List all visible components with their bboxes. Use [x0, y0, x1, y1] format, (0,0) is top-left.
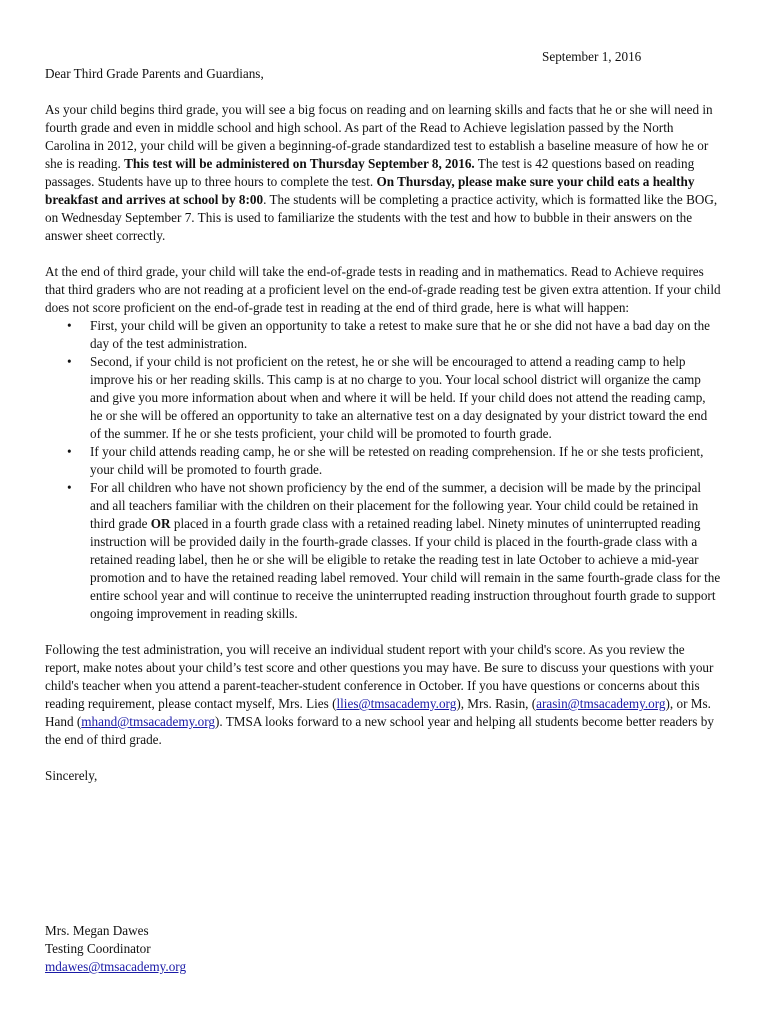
- requirements-list: [45, 317, 721, 623]
- list-item-text: First, your child will be given an opportunity to take a retest to make sure that he or she did not have a bad day on the day of the test administration.: [90, 318, 711, 351]
- followup-text-3: ), or Ms. Hand (: [45, 696, 711, 729]
- list-item-text-1: For all children who have not shown proficiency by the end of the summer, a decision will be made by the principal and all teachers familiar with the children on their placement for the following year. Your child could be retained in third grade: [90, 480, 702, 531]
- signature-name: Mrs. Megan Dawes: [45, 923, 149, 938]
- followup-text-1: Following the test administration, you will receive an individual student report with your child's score. As you review the report, make notes about your child’s test score and other questions you may have. Be sure to discuss your questions with your child's teacher when you attend a parent-teacher-student conference in October. If you have questions or concerns about this reading requirement, please contact myself, Mrs. Lies (: [45, 642, 714, 711]
- bullet-icon: •: [67, 444, 72, 459]
- email-link-rasin[interactable]: arasin@tmsacademy.org: [536, 696, 666, 711]
- paragraph-followup: [45, 641, 721, 749]
- intro-text-2: The test is 42 questions based on reading passages. Students have up to three hours to complete the test.: [45, 156, 695, 189]
- list-item: [67, 443, 721, 479]
- closing: Sincerely,: [45, 768, 98, 783]
- followup-text-2: ), Mrs. Rasin, (: [456, 696, 537, 711]
- list-item-text: If your child attends reading camp, he or she will be retested on reading comprehension. If he or she tests proficient, your child will be promoted to fourth grade.: [90, 444, 704, 477]
- or-bold: OR: [150, 516, 171, 531]
- paragraph-end-of-grade: At the end of third grade, your child will take the end-of-grade tests in reading and in mathematics. Read to Achieve requires that third graders who are not reading at a proficient level on the end-of-grade reading test be given extra attention. If your child does not score proficient on the end-of-grade test in reading at the end of third grade, here is what will happen:: [45, 264, 721, 315]
- signature-block: [45, 922, 186, 976]
- signature-email-link[interactable]: mdawes@tmsacademy.org: [45, 959, 187, 974]
- list-item: [67, 317, 721, 353]
- list-item: [67, 479, 721, 623]
- bullet-icon: •: [67, 354, 72, 369]
- followup-text-4: ). TMSA looks forward to a new school year and helping all students become better readers by the end of third grade.: [45, 714, 714, 747]
- signature-title: Testing Coordinator: [45, 941, 151, 956]
- email-link-lies[interactable]: llies@tmsacademy.org: [336, 696, 457, 711]
- intro-text-1: As your child begins third grade, you will see a big focus on reading and on learning skills and facts that he or she will need in fourth grade and even in middle school and high school. As part of the Read to Achieve legislation passed by the North Carolina in 2012, your child will be given a beginning-of-grade standardized test to establish a baseline measure of how he or she is reading.: [45, 102, 713, 171]
- list-item-text-2: placed in a fourth grade class with a retained reading label. Ninety minutes of uninterrupted reading instruction will be provided daily in the fourth-grade classes. If your child is placed in the fourth-grade class with a retained reading label, then he or she will be eligible to retake the reading test in late October to achieve a mid-year promotion and to have the retained reading label removed. Your child will remain in the same fourth-grade class for the entire school year and will continue to receive the uninterrupted reading instruction throughout fourth grade to support ongoing improvement in reading skills.: [90, 516, 721, 621]
- list-item: [67, 353, 721, 443]
- intro-text-3: . The students will be completing a practice activity, which is formatted like the BOG, on Wednesday September 7. This is used to familiarize the students with the test and how to bubble in their answers on the answer sheet correctly.: [45, 192, 718, 243]
- list-item-text: Second, if your child is not proficient on the retest, he or she will be encouraged to attend a reading camp to help improve his or her reading skills. This camp is at no charge to you. Your local school district will organize the camp and give you more information about when and where it will be held. If your child does not attend the reading camp, he or she will be offered an opportunity to take an alternative test on a day designated by your district toward the end of the summer. If he or she tests proficient, your child will be promoted to fourth grade.: [90, 354, 708, 441]
- letter-date: September 1, 2016: [542, 49, 642, 64]
- paragraph-intro: [45, 101, 721, 245]
- test-date-bold: This test will be administered on Thursday September 8, 2016.: [124, 156, 475, 171]
- bullet-icon: •: [67, 480, 72, 495]
- bullet-icon: •: [67, 318, 72, 333]
- breakfast-bold: On Thursday, please make sure your child eats a healthy breakfast and arrives at school by 8:00: [45, 174, 695, 207]
- email-link-hand[interactable]: mhand@tmsacademy.org: [81, 714, 215, 729]
- letter-body: [45, 65, 721, 785]
- salutation: Dear Third Grade Parents and Guardians,: [45, 66, 264, 81]
